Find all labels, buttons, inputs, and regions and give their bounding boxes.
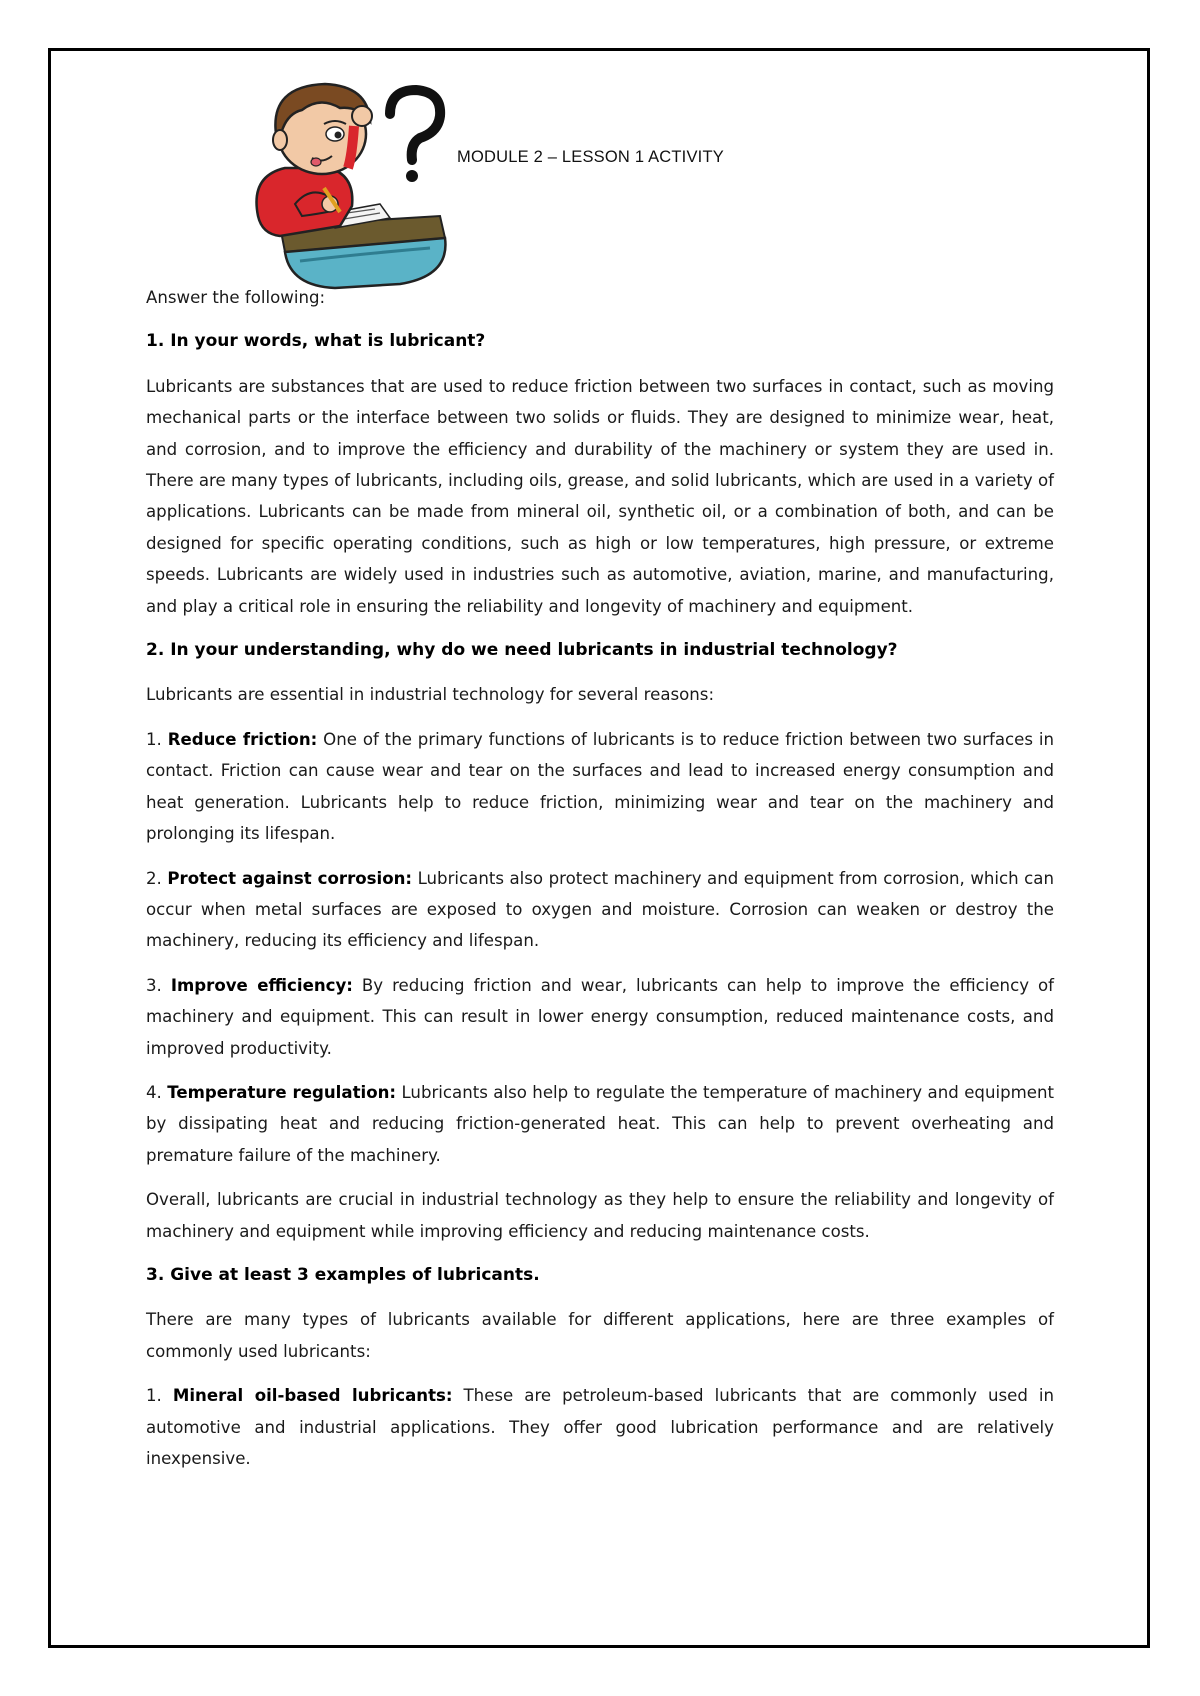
answer-paragraph: [146, 724, 1054, 850]
answer-text: Lubricants also protect machinery and equipment from corrosion, which can occur when metal surfaces are exposed to oxygen and moisture. Corrosion can weaken or destroy the machinery, reducing its efficiency and lifespan.: [146, 868, 1054, 951]
answer-num: 1.: [146, 729, 168, 749]
answer-paragraph: [146, 679, 1054, 710]
answer-paragraph: [146, 1380, 1054, 1474]
answer-num: 2.: [146, 868, 168, 888]
answer-text: These are petroleum-based lubricants that are commonly used in automotive and industrial applications. They offer good lubrication performance and are relatively inexpensive.: [146, 1386, 1055, 1468]
answer-text: Lubricants are substances that are used to reduce friction between two surfaces in contact, such as moving mechanical parts or the interface between two solids or fluids. They are designed to minimize wear, heat, and corrosion, and to improve the efficiency and durability of the machinery or system they are used in. There are many types of lubricants, including oils, grease, and solid lubricants, which are used in a variety of applications. Lubricants can be made from mineral oil, synthetic oil, or a combination of both, and can be designed for specific operating conditions, such as high or low temperatures, high pressure, or extreme speeds. Lubricants are widely used in industries such as automotive, aviation, marine, and manufacturing, and play a critical role in ensuring the reliability and longevity of machinery and equipment.: [146, 376, 1054, 616]
student-thinking-clipart: [240, 76, 480, 290]
answer-text: There are many types of lubricants available for different applications, here are three examples of commonly used lubricants:: [146, 1310, 1054, 1361]
answer-paragraph: [146, 970, 1054, 1064]
instructions: Answer the following:: [146, 288, 326, 307]
answer-paragraph: [146, 1077, 1054, 1171]
answer-text: Lubricants are essential in industrial technology for several reasons:: [146, 685, 715, 705]
answer-paragraph: [146, 1304, 1054, 1367]
answer-bold: Mineral oil-based lubricants:: [172, 1386, 453, 1406]
module-title: MODULE 2 – LESSON 1 ACTIVITY: [457, 148, 724, 166]
answer-bold: Protect against corrosion:: [167, 868, 413, 888]
question-3: 3. Give at least 3 examples of lubricants.: [146, 1264, 540, 1285]
answer-paragraph: [146, 863, 1054, 957]
answer-paragraph: [146, 371, 1054, 622]
question-1: 1. In your words, what is lubricant?: [146, 331, 486, 352]
answer-paragraph: [146, 1184, 1054, 1247]
answer-text: Lubricants also help to regulate the temperature of machinery and equipment by dissipating heat and reducing friction-generated heat. This can help to prevent overheating and premature failure of the machinery.: [146, 1082, 1054, 1165]
answer-bold: Improve efficiency:: [170, 975, 353, 995]
question-2: 2. In your understanding, why do we need lubricants in industrial technology?: [146, 640, 898, 661]
answer-bold: Reduce friction:: [167, 729, 318, 749]
answer-text: One of the primary functions of lubricants is to reduce friction between two surfaces in contact. Friction can cause wear and tear on the surfaces and lead to increased energy consumption and heat generation. Lubricants help to reduce friction, minimizing wear and tear on the machinery and prolonging its lifespan.: [146, 729, 1054, 844]
document-content: [146, 282, 1054, 1487]
answer-text: By reducing friction and wear, lubricants can help to improve the efficiency of machinery and equipment. This can result in lower energy consumption, reduced maintenance costs, and improved productivity.: [146, 975, 1054, 1058]
answer-num: 3.: [146, 975, 171, 995]
answer-text: Overall, lubricants are crucial in industrial technology as they help to ensure the reliability and longevity of machinery and equipment while improving efficiency and reducing maintenance costs.: [146, 1190, 1054, 1241]
answer-num: 1.: [146, 1386, 173, 1406]
answer-bold: Temperature regulation:: [167, 1082, 397, 1102]
answer-num: 4.: [146, 1082, 168, 1102]
